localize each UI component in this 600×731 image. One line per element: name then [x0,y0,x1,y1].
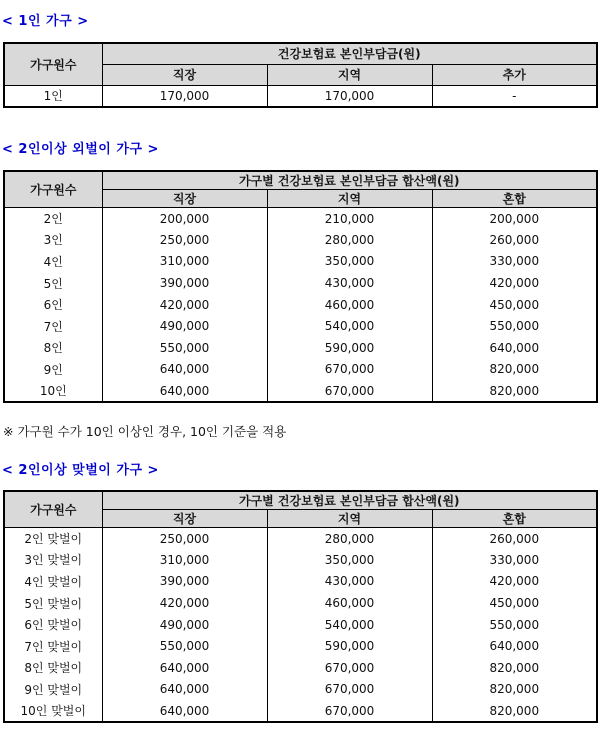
group-header: 가구별 건강보험료 본인부담금 합산액(원) [102,491,597,510]
row-label: 4인 맞벌이 [4,571,102,593]
col-header-work: 직장 [102,190,267,208]
table-row [4,251,597,273]
cell-value: 590,000 [267,635,432,657]
cell-value: 280,000 [267,229,432,251]
cell-value: 430,000 [267,571,432,593]
cell-value: 490,000 [102,614,267,636]
row-label: 1인 [4,85,102,107]
table-row [4,528,597,550]
group-header: 가구별 건강보험료 본인부담금 합산액(원) [102,171,597,190]
cell-value: 550,000 [432,614,597,636]
table-row [4,315,597,337]
table-row [4,635,597,657]
cell-value: 310,000 [102,549,267,571]
cell-value: 200,000 [432,208,597,230]
table-row [4,571,597,593]
cell-value: 460,000 [267,294,432,316]
cell-value: 350,000 [267,251,432,273]
cell-value: 420,000 [102,294,267,316]
cell-value: 390,000 [102,571,267,593]
cell-value: 280,000 [267,528,432,550]
row-label: 10인 [4,380,102,402]
table-row [4,229,597,251]
cell-value: 250,000 [102,229,267,251]
row-label: 4인 [4,251,102,273]
cell-value: 460,000 [267,592,432,614]
table-row [4,359,597,381]
cell-value: 670,000 [267,657,432,679]
cell-value: 330,000 [432,251,597,273]
col-header-region: 지역 [267,64,432,85]
table-row [4,294,597,316]
col-header-region: 지역 [267,510,432,528]
cell-value: - [432,85,597,107]
table-row [4,272,597,294]
row-label: 2인 맞벌이 [4,528,102,550]
table-row [4,337,597,359]
cell-value: 490,000 [102,315,267,337]
dual-earner-table [3,490,598,723]
group-header: 건강보험료 본인부담금(원) [102,43,597,64]
single-earner-table [3,170,598,403]
table-row [4,208,597,230]
cell-value: 670,000 [267,700,432,722]
row-label: 10인 맞벌이 [4,700,102,722]
cell-value: 450,000 [432,294,597,316]
row-label: 3인 맞벌이 [4,549,102,571]
table-row [4,549,597,571]
table-row [4,679,597,701]
cell-value: 820,000 [432,380,597,402]
cell-value: 260,000 [432,528,597,550]
table-row [4,657,597,679]
cell-value: 200,000 [102,208,267,230]
single-household-table [3,42,598,108]
row-label: 8인 [4,337,102,359]
row-label: 9인 맞벌이 [4,679,102,701]
table-row [4,614,597,636]
table-row [4,85,597,107]
cell-value: 550,000 [102,635,267,657]
col-header-work: 직장 [102,510,267,528]
cell-value: 420,000 [432,571,597,593]
col-household-header: 가구원수 [4,491,102,528]
cell-value: 170,000 [267,85,432,107]
table-row [4,700,597,722]
cell-value: 640,000 [432,635,597,657]
cell-value: 670,000 [267,359,432,381]
cell-value: 640,000 [102,700,267,722]
row-label: 8인 맞벌이 [4,657,102,679]
row-label: 5인 [4,272,102,294]
cell-value: 390,000 [102,272,267,294]
cell-value: 640,000 [102,679,267,701]
cell-value: 310,000 [102,251,267,273]
cell-value: 640,000 [102,380,267,402]
section2-heading: < 2인이상 외벌이 가구 > [2,142,159,157]
cell-value: 670,000 [267,679,432,701]
cell-value: 670,000 [267,380,432,402]
col-header-mixed: 혼합 [432,510,597,528]
note-text: ※ 가구원 수가 10인 이상인 경우, 10인 기준을 적용 [3,424,287,439]
col-header-region: 지역 [267,190,432,208]
cell-value: 640,000 [102,657,267,679]
row-label: 7인 [4,315,102,337]
cell-value: 550,000 [432,315,597,337]
cell-value: 450,000 [432,592,597,614]
col-header-work: 직장 [102,64,267,85]
col-header-extra: 추가 [432,64,597,85]
cell-value: 210,000 [267,208,432,230]
cell-value: 640,000 [432,337,597,359]
cell-value: 820,000 [432,359,597,381]
cell-value: 540,000 [267,614,432,636]
section3-heading: < 2인이상 맞벌이 가구 > [2,463,159,478]
cell-value: 170,000 [102,85,267,107]
cell-value: 250,000 [102,528,267,550]
cell-value: 550,000 [102,337,267,359]
row-label: 5인 맞벌이 [4,592,102,614]
table-row [4,592,597,614]
table-row [4,380,597,402]
section1-heading: < 1인 가구 > [2,14,89,29]
cell-value: 820,000 [432,700,597,722]
cell-value: 540,000 [267,315,432,337]
cell-value: 330,000 [432,549,597,571]
row-label: 9인 [4,359,102,381]
cell-value: 420,000 [432,272,597,294]
row-label: 7인 맞벌이 [4,635,102,657]
cell-value: 590,000 [267,337,432,359]
cell-value: 820,000 [432,657,597,679]
cell-value: 260,000 [432,229,597,251]
col-household-header: 가구원수 [4,43,102,85]
row-label: 6인 맞벌이 [4,614,102,636]
row-label: 6인 [4,294,102,316]
cell-value: 350,000 [267,549,432,571]
cell-value: 430,000 [267,272,432,294]
row-label: 2인 [4,208,102,230]
cell-value: 640,000 [102,359,267,381]
cell-value: 420,000 [102,592,267,614]
cell-value: 820,000 [432,679,597,701]
col-header-mixed: 혼합 [432,190,597,208]
col-household-header: 가구원수 [4,171,102,208]
row-label: 3인 [4,229,102,251]
